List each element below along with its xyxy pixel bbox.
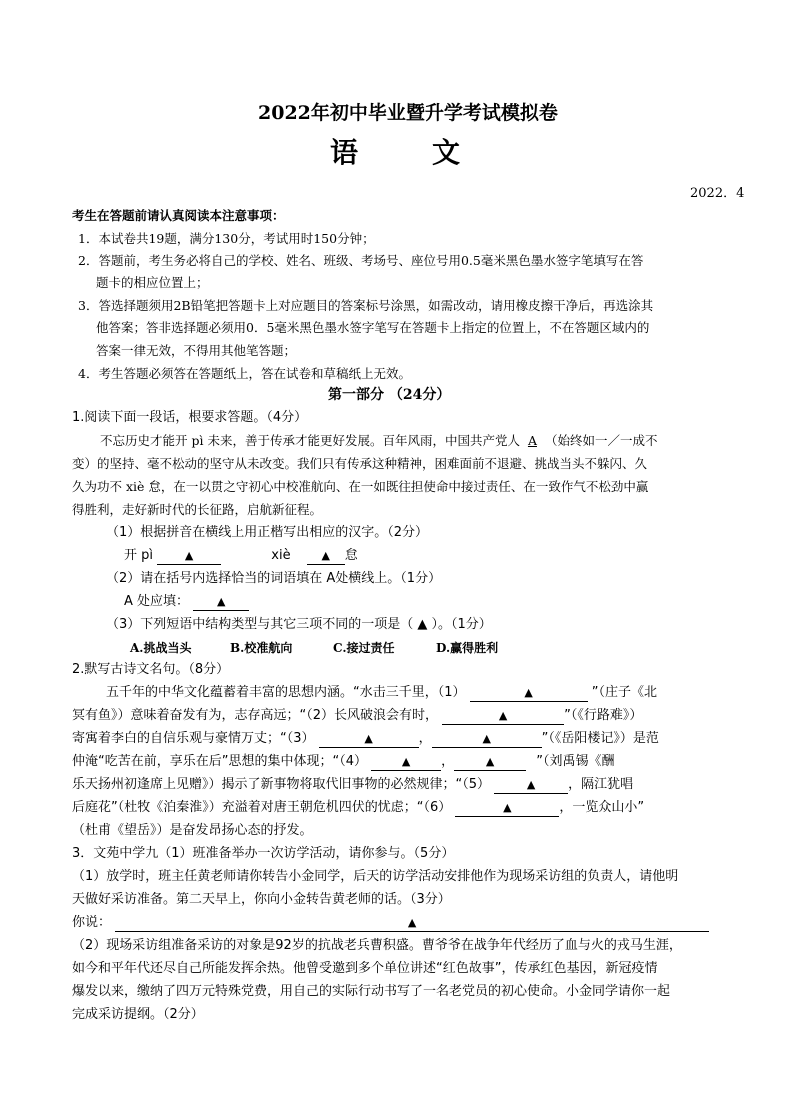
- q2-line-4-c: ”（刘禹锡《酬: [536, 754, 615, 769]
- q3-sub-2-line-4: 完成采访提纲。（2分）: [72, 1007, 204, 1022]
- notice-item-3c: 答案一律无效，不得用其他笔答题；: [96, 343, 297, 358]
- q3-you-say-blank[interactable]: [115, 915, 709, 932]
- q1-sub-2-blank[interactable]: [193, 594, 249, 611]
- q1-sub-2-answer: [124, 593, 249, 611]
- q3-you-say: [72, 914, 709, 932]
- q1-passage-line-1: [100, 432, 657, 450]
- q2-line-1-b: ”（庄子《北: [591, 685, 658, 700]
- q1-mark-a: A: [527, 433, 537, 448]
- answer-marker-icon: ▲: [524, 686, 533, 699]
- q1-sub-1-answers: [124, 547, 358, 565]
- q2-blank-2[interactable]: [442, 708, 564, 725]
- q3-sub-2-line-1: （2）现场采访组准备采访的对象是92岁的抗战老兵曹积盛。曹爷爷在战争年代经历了血与火的戎马生涯，: [72, 938, 682, 953]
- q2-line-4: [72, 753, 615, 771]
- q2-blank-5[interactable]: [494, 777, 568, 794]
- q3-sub-1-line-1: （1）放学时，班主任黄老师请你转告小金同学，后天的访学活动安排他作为现场采访组的负责人，请他明: [72, 869, 679, 884]
- answer-marker-icon: ▲: [526, 778, 536, 791]
- q2-blank-6[interactable]: [455, 800, 559, 817]
- q2-line-4-a: 仲淹“吃苦在前，享乐在后”思想的集中体现；“（4）: [72, 754, 367, 769]
- q1-sub-3: （3）下列短语中结构类型与其它三项不同的一项是（ ▲ ）。（1分）: [106, 617, 492, 632]
- answer-marker-icon: ▲: [184, 549, 194, 562]
- subject-char-1: 语: [330, 136, 361, 169]
- q2-blank-4a[interactable]: [371, 754, 441, 771]
- q2-line-5-b: ，隔江犹唱: [568, 777, 634, 792]
- q1-option-a[interactable]: A.挑战当头: [130, 641, 192, 655]
- q2-line-4-b: ，: [441, 754, 455, 769]
- notice-item-2a: 2．答题前，考生务必将自己的学校、姓名、班级、考场号、座位号用0.5毫米黑色墨水签字笔填写在答: [78, 253, 644, 268]
- part1-heading: 第一部分 （24分）: [328, 387, 451, 403]
- q2-blank-1[interactable]: [470, 685, 588, 702]
- q3-stem: 3．文苑中学九（1）班准备举办一次访学活动，请你参与。（5分）: [72, 846, 455, 861]
- q1-sub-2-label: A 处应填：: [124, 594, 190, 609]
- q1-passage-a-tail: （始终如一／一成不: [544, 433, 658, 448]
- q1-sub-1-b-tail: 怠: [344, 548, 358, 563]
- q1-sub-1: （1）根据拼音在横线上用正楷写出相应的汉字。（2分）: [106, 525, 429, 540]
- answer-marker-icon: ▲: [407, 916, 417, 929]
- exam-date: 2022．4: [690, 186, 745, 201]
- q2-line-6: [72, 799, 644, 817]
- q2-blank-3b[interactable]: [432, 731, 542, 748]
- q2-stem: 2.默写古诗文名句。（8分）: [72, 662, 230, 677]
- q3-sub-2-line-2: 如今和平年代还尽自己所能发挥余热。他曾受邀到多个单位讲述“红色故事”，传承红色基因，新冠疫情: [72, 961, 658, 976]
- q1-option-d[interactable]: D.赢得胜利: [436, 641, 499, 655]
- answer-marker-icon: ▲: [321, 549, 330, 562]
- notice-item-3b: 他答案；答非选择题必须用0．5毫米黑色墨水签字笔写在答题卡上指定的位置上，不在答题区域内的: [96, 320, 650, 335]
- q2-blank-4b[interactable]: [454, 754, 526, 771]
- notice-item-1: 1．本试卷共19题，满分130分，考试用时150分钟；: [78, 231, 375, 246]
- subject-char-2: 文: [432, 136, 463, 169]
- q2-line-1-a: 五千年的中华文化蕴蓄着丰富的思想内涵。“水击三千里，（1）: [106, 685, 466, 700]
- q1-sub-1-b-blank[interactable]: [307, 548, 345, 565]
- answer-marker-icon: ▲: [485, 755, 495, 768]
- q2-line-2-a: 冥有鱼》）意味着奋发有为，志存高远；“（2）长风破浪会有时，: [72, 708, 439, 723]
- q1-sub-1-a-blank[interactable]: [157, 548, 221, 565]
- q2-line-5: [72, 776, 633, 794]
- notice-item-3a: 3．答选择题须用2B铅笔把答题卡上对应题目的答案标号涂黑，如需改动，请用橡皮擦干净后，再选涂其: [78, 298, 654, 313]
- q2-line-6-a: 后庭花”（杜牧《泊秦淮》）充溢着对唐王朝危机四伏的忧虑；“（6）: [72, 800, 452, 815]
- q2-line-1: [106, 684, 657, 702]
- q3-sub-2-line-3: 爆发以来，缴纳了四万元特殊党费，用自己的实际行动书写了一名老党员的初心使命。小金同学请你一起: [72, 984, 671, 999]
- answer-marker-icon: ▲: [401, 755, 411, 768]
- q2-line-3-b: ，: [418, 731, 432, 746]
- notice-item-4: 4．考生答题必须答在答题纸上，答在试卷和草稿纸上无效。: [78, 366, 411, 381]
- exam-title: 2022年初中毕业暨升学考试模拟卷: [258, 102, 558, 124]
- q1-passage-line-2: 变）的坚持、毫不松动的坚守从未改变。我们只有传承这种精神，困难面前不退避、挑战当头不躲闪、久: [72, 456, 648, 471]
- q1-stem: 1.阅读下面一段话，根要求答题。（4分）: [72, 410, 308, 425]
- q1-passage-a: 不忘历史才能开 pì 未来，善于传承才能更好发展。百年风雨，中国共产党人: [100, 433, 520, 448]
- answer-marker-icon: ▲: [364, 732, 373, 745]
- q2-line-2-b: ”（《行路难》）: [564, 708, 643, 723]
- answer-marker-icon: ▲: [216, 595, 226, 608]
- q1-sub-1-b-label: xiè: [271, 548, 291, 563]
- q3-you-say-label: 你说：: [72, 915, 112, 930]
- q1-passage-line-4: 得胜利，走好新时代的长征路，启航新征程。: [72, 502, 323, 517]
- q1-sub-2: （2）请在括号内选择恰当的词语填在 A处横线上。（1分）: [106, 571, 442, 586]
- q1-passage-line-3: 久为功不 xiè 怠，在一以贯之守初心中校准航向、在一如既往担使命中接过责任、在一致作气不松劲中赢: [72, 479, 649, 494]
- q2-blank-3a[interactable]: [319, 731, 419, 748]
- q1-option-b[interactable]: B.校准航向: [230, 641, 293, 655]
- answer-marker-icon: ▲: [482, 732, 491, 745]
- notice-heading: 考生在答题前请认真阅读本注意事项：: [72, 208, 285, 223]
- answer-marker-icon: ▲: [503, 801, 512, 814]
- q2-line-3-c: ”（《岳阳楼记》）是范: [541, 731, 659, 746]
- answer-marker-icon: ▲: [498, 709, 508, 722]
- q1-sub-1-a-label: 开 pì: [124, 548, 153, 563]
- q2-line-3: [72, 730, 659, 748]
- q2-line-7: （杜甫《望岳》）是奋发昂扬心态的抒发。: [72, 823, 313, 838]
- q2-line-6-b: ，一览众山小”: [559, 800, 645, 815]
- q3-sub-1-line-2: 天做好采访准备。第二天早上，你向小金转告黄老师的话。（3分）: [72, 892, 451, 907]
- q2-line-3-a: 寄寓着李白的自信乐观与豪情万丈；“（3）: [72, 731, 315, 746]
- q2-line-2: [72, 707, 642, 725]
- notice-item-2b: 题卡的相应位置上；: [96, 275, 209, 290]
- q1-option-c[interactable]: C.接过责任: [333, 641, 395, 655]
- q2-line-5-a: 乐天扬州初逢席上见赠》）揭示了新事物将取代旧事物的必然规律；“（5）: [72, 777, 491, 792]
